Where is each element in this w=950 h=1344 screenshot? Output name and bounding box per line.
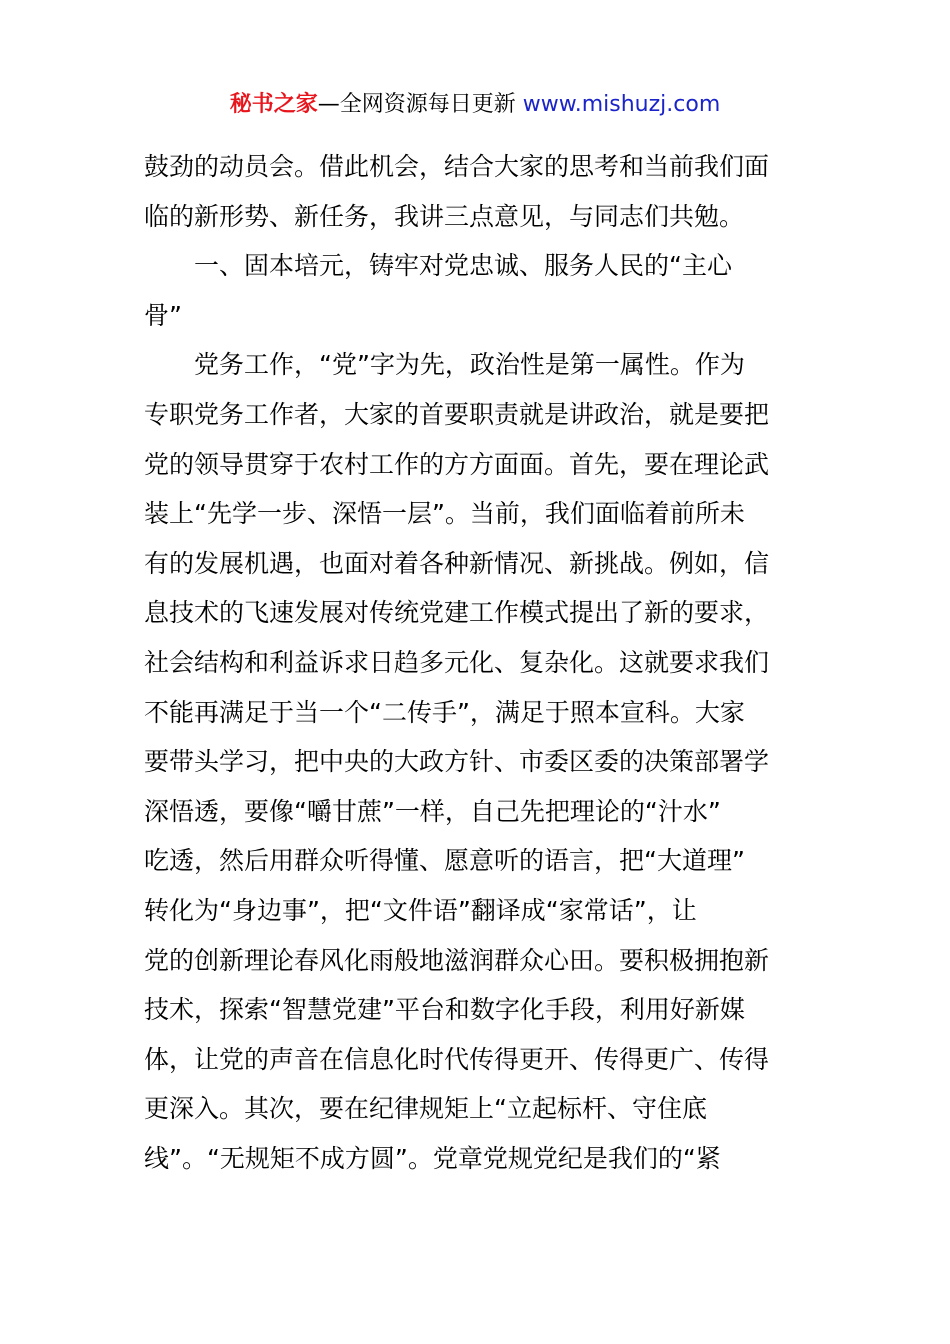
text-line: 有的发展机遇，也面对着各种新情况、新挑战。例如，信 — [144, 548, 770, 578]
text-line: 鼓劲的动员会。借此机会，结合大家的思考和当前我们面 — [144, 152, 770, 181]
text-line: 要带头学习，把中央的大政方针、市委区委的决策部署学 — [144, 747, 770, 777]
text-line: 技术，探索“智慧党建”平台和数字化手段，利用好新媒 — [144, 995, 745, 1025]
website-link[interactable]: www.mishuzj.com — [522, 92, 721, 117]
text-line: 社会结构和利益诉求日趋多元化、复杂化。这就要求我们 — [144, 647, 770, 677]
text-line: 不能再满足于当一个“二传手”，满足于照本宣科。大家 — [144, 697, 745, 727]
text-line: 临的新形势、新任务，我讲三点意见，与同志们共勉。 — [144, 201, 745, 231]
page-header — [0, 88, 950, 122]
text-line: 深悟透，要像“嚼甘蔗”一样，自己先把理论的“汁水” — [144, 796, 721, 826]
text-line: 更深入。其次，要在纪律规矩上“立起标杆、守住底 — [144, 1094, 707, 1124]
text-line: 吃透，然后用群众听得懂、愿意听的语言，把“大道理” — [144, 846, 745, 876]
header-tagline: —全网资源每日更新 — [317, 92, 516, 117]
text-line: 装上“先学一步、深悟一层”。当前，我们面临着前所未 — [144, 499, 745, 529]
text-line: 转化为“身边事”，把“文件语”翻译成“家常话”，让 — [144, 895, 697, 925]
brand-name: 秘书之家 — [229, 92, 318, 117]
text-line: 骨” — [144, 300, 182, 330]
document-body — [144, 142, 808, 1183]
text-line: 一、固本培元，铸牢对党忠诚、服务人民的“主心 — [194, 251, 732, 281]
text-line: 党务工作，“党”字为先，政治性是第一属性。作为 — [194, 350, 745, 380]
text-line: 息技术的飞速发展对传统党建工作模式提出了新的要求， — [144, 598, 770, 628]
text-line: 党的创新理论春风化雨般地滋润群众心田。要积极拥抱新 — [144, 945, 770, 975]
text-line: 党的领导贯穿于农村工作的方方面面。首先，要在理论武 — [144, 449, 770, 479]
text-line: 线”。“无规矩不成方圆”。党章党规党纪是我们的“紧 — [144, 1143, 721, 1173]
text-line: 专职党务工作者，大家的首要职责就是讲政治，就是要把 — [144, 399, 770, 429]
text-line: 体，让党的声音在信息化时代传得更开、传得更广、传得 — [144, 1044, 770, 1074]
